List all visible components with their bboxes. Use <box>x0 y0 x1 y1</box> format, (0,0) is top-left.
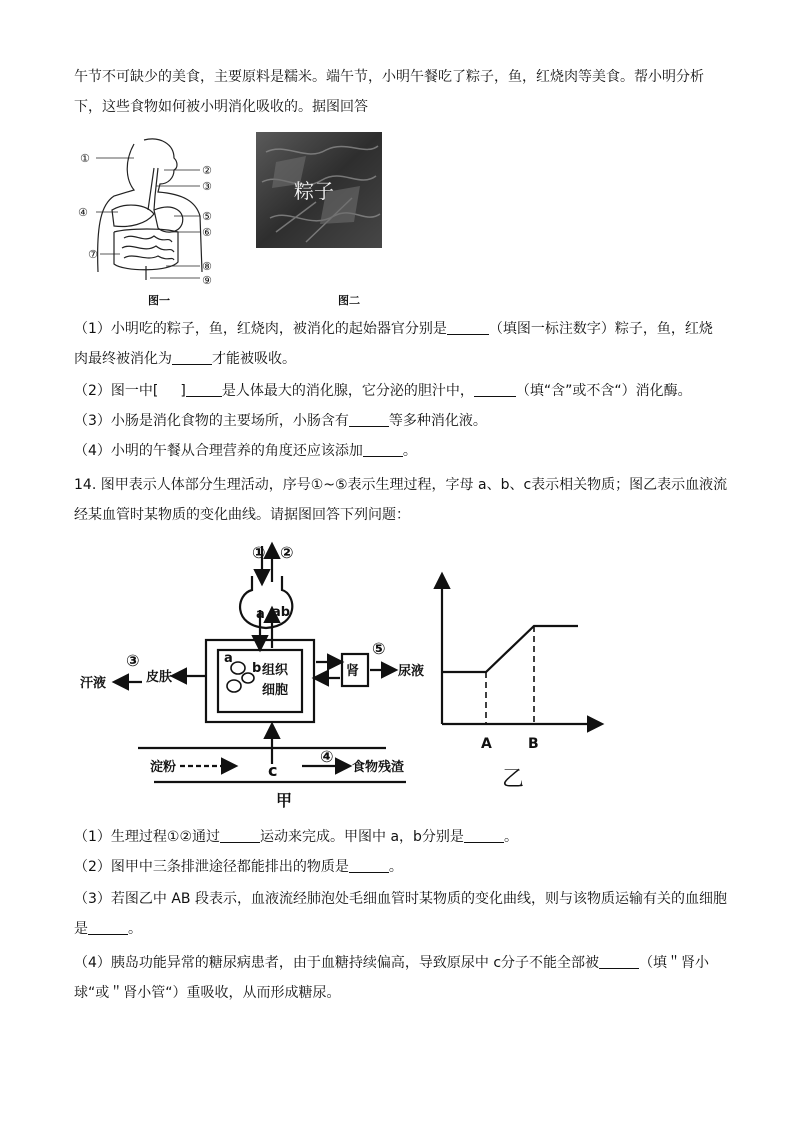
q14-p1-blank-1[interactable] <box>220 828 260 843</box>
fig1-label-7: ⑦ <box>88 248 98 261</box>
q14-part3-line1: （3）若图乙中 AB 段表示，血液流经肺泡处毛细血管时某物质的变化曲线，则与该物质运输有关的血细胞 <box>74 891 727 907</box>
yi-caption: 乙 <box>502 767 525 792</box>
q13-part1-line2 <box>74 350 296 368</box>
q13-p1-blank-2[interactable] <box>172 350 212 365</box>
q13-p1-text-a: （1）小明吃的粽子，鱼，红烧肉，被消化的起始器官分别是 <box>74 321 447 337</box>
q14-part1 <box>74 828 518 846</box>
jia-num-2: ② <box>280 543 294 562</box>
zongzi-photo-text: 粽子 <box>294 179 334 203</box>
q13-p4-blank[interactable] <box>363 442 403 457</box>
q13-part3 <box>74 412 487 430</box>
jia-tissue-2: 细胞 <box>262 683 289 698</box>
q13-p4-text-a: （4）小明的午餐从合理营养的角度还应该添加 <box>74 443 363 459</box>
q14-p4-text-b: （填＂肾小 <box>639 955 710 971</box>
q13-p2-text-b: ] <box>180 383 186 399</box>
jia-starch: 淀粉 <box>150 760 177 775</box>
q14-p1-text-a: （1）生理过程①②通过 <box>74 829 221 845</box>
jia-sweat: 汗液 <box>80 676 107 691</box>
q13-p2-text-d: （填“含”或不含“）消化酶。 <box>515 383 692 399</box>
jia-tissue-1: 组织 <box>262 663 289 678</box>
q13-p3-blank[interactable] <box>349 412 389 427</box>
jia-num-3: ③ <box>126 651 140 670</box>
q14-p2-text-b: 。 <box>388 859 403 875</box>
q13-p1-blank-1[interactable] <box>447 320 489 335</box>
q14-p3-text-b: 是 <box>74 921 88 937</box>
jia-label-a-inner: a <box>224 651 233 666</box>
q14-p3-blank[interactable] <box>88 920 128 935</box>
zongzi-photo <box>256 132 382 248</box>
q14-part3-line2 <box>74 920 142 938</box>
figure1-caption: 图一 <box>148 294 170 307</box>
jia-urine: 尿液 <box>398 664 425 679</box>
q14-p3-text-c: 。 <box>128 921 142 937</box>
yi-label-b: B <box>528 736 539 752</box>
q14-part4-line1 <box>74 954 709 972</box>
figure-jia-diagram <box>76 536 436 816</box>
jia-num-1: ① <box>252 543 266 562</box>
q14-intro-line-1: 14. 图甲表示人体部分生理活动，序号①~⑤表示生理过程，字母 a、b、c表示相关物质；图乙表示血液流 <box>74 477 728 493</box>
q13-part1-line1 <box>74 320 713 338</box>
fig1-label-8: ⑧ <box>202 260 212 273</box>
fig1-label-4: ④ <box>78 206 88 219</box>
q13-p1-text-c: 肉最终被消化为 <box>74 351 172 367</box>
q13-part4 <box>74 442 417 460</box>
fig1-label-2: ② <box>202 164 212 177</box>
q14-p1-text-b: 运动来完成。甲图中 a，b分别是 <box>260 829 464 845</box>
q14-p1-blank-2[interactable] <box>464 828 504 843</box>
q14-part4-line2: 球“或＂肾小管“）重吸收，从而形成糖尿。 <box>74 985 341 1001</box>
fig1-label-9: ⑨ <box>202 274 212 287</box>
q13-p3-text-b: 等多种消化液。 <box>388 413 487 429</box>
jia-label-c: c <box>268 761 278 780</box>
yi-curve <box>442 626 578 672</box>
jia-label-ab: ab <box>272 605 291 620</box>
jia-skin: 皮肤 <box>146 670 173 685</box>
figure-yi-graph <box>430 566 610 796</box>
jia-label-a: a <box>256 607 265 622</box>
q13-p1-text-b: （填图一标注数字）粽子，鱼，红烧 <box>488 321 713 337</box>
jia-caption: 甲 <box>276 791 293 810</box>
yi-label-a: A <box>481 736 492 752</box>
intro-line-1: 午节不可缺少的美食，主要原料是糯米。端午节，小明午餐吃了粽子，鱼，红烧肉等美食。帮小明分析 <box>74 69 704 85</box>
q13-p2-blank-1[interactable] <box>186 382 222 397</box>
digestive-system-figure <box>74 132 234 292</box>
q13-p4-text-b: 。 <box>402 443 417 459</box>
fig1-label-1: ① <box>80 152 90 165</box>
q14-p4-text-a: （4）胰岛功能异常的糖尿病患者，由于血糖持续偏高，导致原尿中 c分子不能全部被 <box>74 955 600 971</box>
q13-p2-text-c: 是人体最大的消化腺，它分泌的胆汁中， <box>221 383 474 399</box>
q14-part2 <box>74 858 403 876</box>
q14-p2-blank[interactable] <box>349 858 389 873</box>
fig1-label-3: ③ <box>202 180 212 193</box>
q13-p2-blank-2[interactable] <box>474 382 516 397</box>
q14-p4-blank[interactable] <box>599 954 639 969</box>
q13-part2 <box>74 382 692 400</box>
jia-num-5: ⑤ <box>372 639 386 658</box>
q13-p1-text-d: 才能被吸收。 <box>212 351 296 367</box>
jia-num-4: ④ <box>320 747 334 766</box>
jia-label-b-inner: b <box>252 661 262 676</box>
jia-residue: 食物残渣 <box>352 760 405 775</box>
q13-p3-text-a: （3）小肠是消化食物的主要场所，小肠含有 <box>74 413 349 429</box>
intro-line-2: 下，这些食物如何被小明消化吸收的。据图回答 <box>74 99 368 115</box>
q13-p2-text-a: （2）图一中[ <box>74 383 159 399</box>
jia-kidney: 肾 <box>346 664 360 679</box>
q14-intro-line-2: 经某血管时某物质的变化曲线。请据图回答下列问题： <box>74 507 410 523</box>
q14-p2-text-a: （2）图甲中三条排泄途径都能排出的物质是 <box>74 859 349 875</box>
fig1-label-5: ⑤ <box>202 210 212 223</box>
fig1-label-6: ⑥ <box>202 226 212 239</box>
figure2-caption: 图二 <box>338 294 360 307</box>
q14-p1-text-c: 。 <box>503 829 518 845</box>
